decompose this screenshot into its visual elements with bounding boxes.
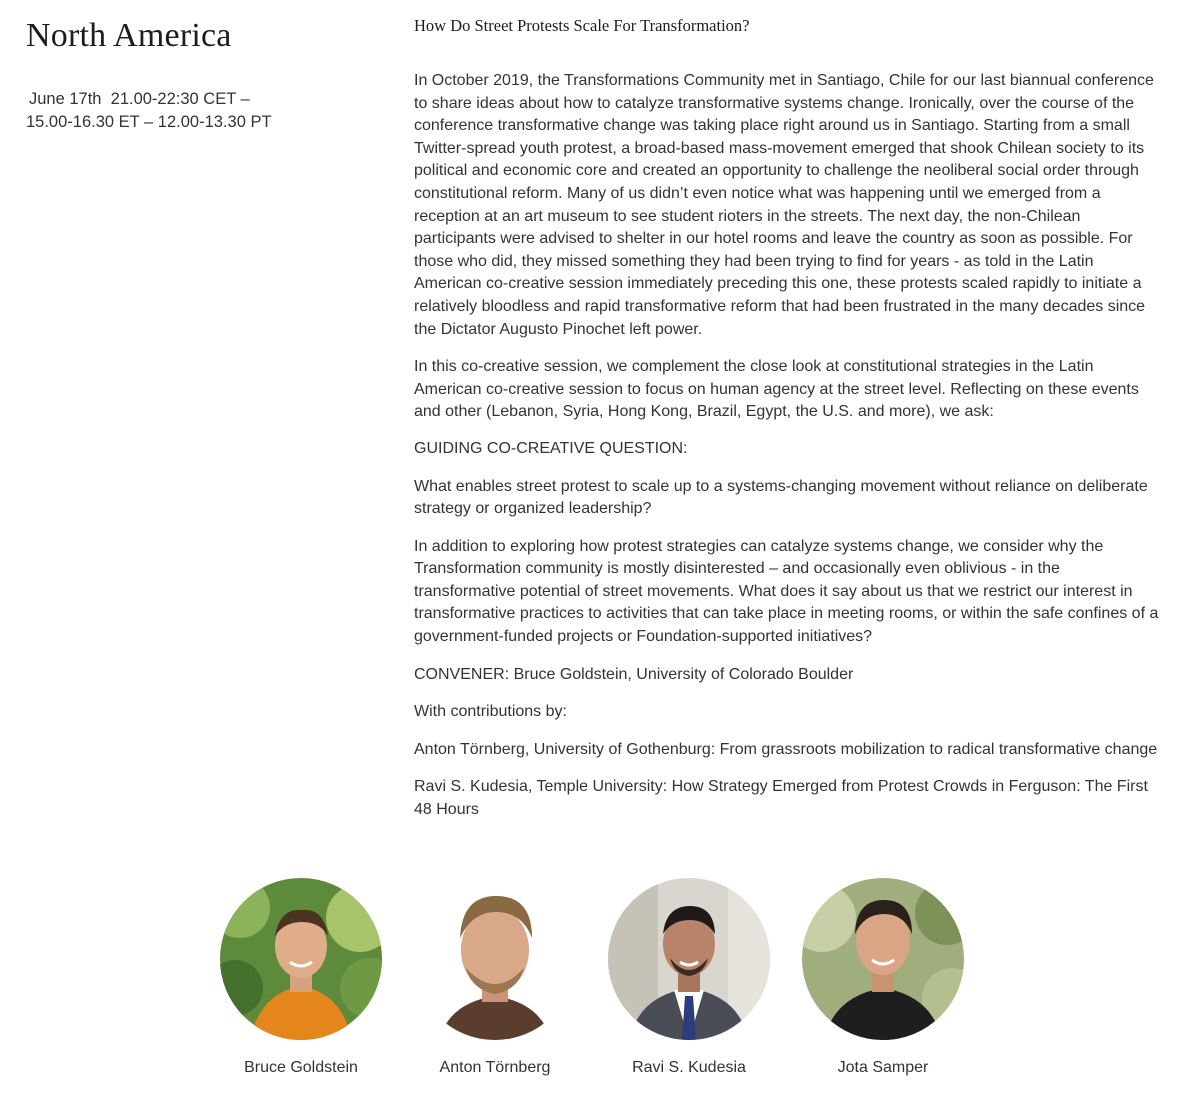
session-time bbox=[26, 88, 356, 133]
guiding-question: What enables street protest to scale up to a systems-changing movement without reliance on deliberate strategy or organized leadership? bbox=[414, 477, 1148, 518]
session-title: How Do Street Protests Scale For Transformation? bbox=[414, 16, 750, 35]
session-time-line-2: 15.00-16.30 ET – 12.00-13.30 PT bbox=[26, 112, 272, 131]
session-time-line-1: June 17th 21.00-22:30 CET – bbox=[29, 90, 250, 108]
speaker-name: Ravi S. Kudesia bbox=[632, 1059, 746, 1076]
speaker-card bbox=[788, 878, 978, 1078]
avatar-image bbox=[220, 878, 382, 1040]
speaker-name: Bruce Goldstein bbox=[244, 1059, 358, 1076]
speaker-photo bbox=[220, 878, 382, 1040]
speaker-name: Jota Samper bbox=[837, 1059, 929, 1076]
session-meta bbox=[26, 14, 356, 133]
session-description-2: In this co-creative session, we complement the close look at constitutional strategies in the Latin American co-creative session to focus on human agency at the street level. Reflecting on these events and other (Lebanon, Syria, Hong Kong, Brazil, Egypt, the U.S. and more), we ask: bbox=[414, 358, 1139, 421]
contribution-item: Anton Törnberg, University of Gothenburg: From grassroots mobilization to radical transformative change bbox=[414, 740, 1158, 758]
contribution-item: Ravi S. Kudesia, Temple University: How Strategy Emerged from Protest Crowds in Ferguson: The First 48 Hours bbox=[414, 778, 1148, 819]
avatar-image bbox=[802, 878, 964, 1040]
speaker-card bbox=[594, 878, 784, 1078]
session-content bbox=[414, 14, 1159, 822]
avatar-image bbox=[414, 878, 576, 1040]
speaker-photo bbox=[608, 878, 770, 1040]
speaker-card bbox=[206, 878, 396, 1078]
convener: CONVENER: Bruce Goldstein, University of Colorado Boulder bbox=[414, 665, 854, 683]
avatar-image bbox=[608, 878, 770, 1040]
speaker-photo bbox=[802, 878, 964, 1040]
region-title: North America bbox=[26, 17, 232, 54]
session-description-3: In addition to exploring how protest strategies can catalyze systems change, we consider why the Transformation community is mostly disinterested – and occasionally even oblivious - in the transformative potential of street movements. What does it say about us that we restrict our interest in transformative practices to activities that can take place in meeting rooms, or within the safe confines of a government-funded projects or Foundation-supported initiatives? bbox=[414, 537, 1159, 646]
speaker-name: Anton Törnberg bbox=[439, 1059, 551, 1076]
guiding-question-label: GUIDING CO-CREATIVE QUESTION: bbox=[414, 439, 688, 457]
speaker-photo bbox=[414, 878, 576, 1040]
speakers-row bbox=[0, 878, 1200, 1088]
speaker-card bbox=[400, 878, 590, 1078]
contributions-label: With contributions by: bbox=[414, 703, 567, 721]
session-description-1: In October 2019, the Transformations Community met in Santiago, Chile for our last biannual conference to share ideas about how to catalyze transformative systems change. Ironically, over the course of the conference transformative change was taking place right around us in Santiago. Starting from a small Twitter-spread youth protest, a broad-based mass-movement emerged that shook Chilean society to its political and economic core and created an opportunity to challenge the neoliberal social order through constitutional reform. Many of us didn’t even notice what was happening until we emerged from a reception at an art museum to see student rioters in the streets. The next day, the non-Chilean participants were advised to shelter in our hotel rooms and leave the country as soon as possible. For those who did, they missed something they had been trying to find for years - as told in the Latin American co-creative session immediately preceding this one, these protests scaled rapidly to initiate a relatively bloodless and rapid transformative reform that had been frustrated in the many decades since the Dictator Augusto Pinochet left power. bbox=[414, 72, 1154, 338]
